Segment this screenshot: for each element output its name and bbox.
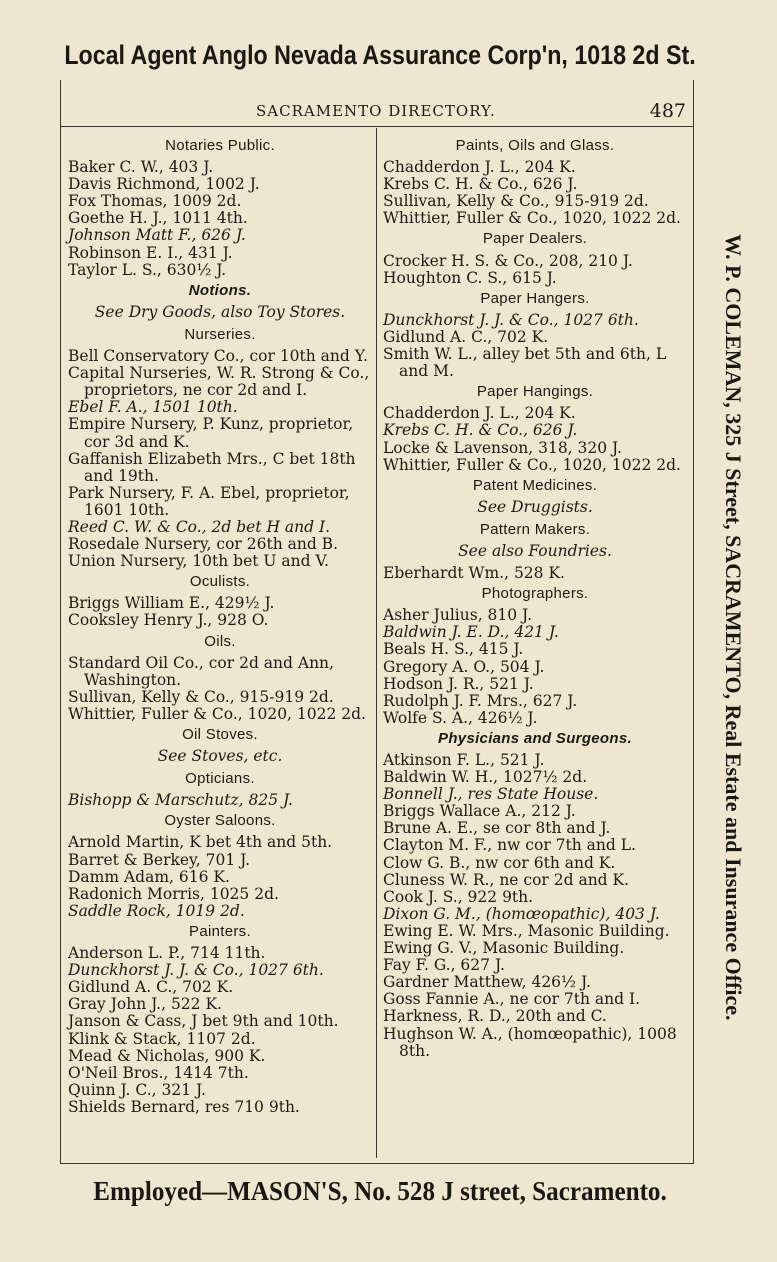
- directory-entry: Radonich Morris, 1025 2d.: [68, 884, 279, 903]
- cross-reference: See also Foundries.: [458, 541, 612, 560]
- directory-entry: Reed C. W. & Co., 2d bet H and I.: [68, 517, 331, 536]
- directory-entry: Union Nursery, 10th bet U and V.: [68, 552, 329, 571]
- directory-entry: Briggs William E., 429½ J.: [68, 594, 275, 613]
- directory-entry: Dunckhorst J. J. & Co., 1027 6th.: [383, 310, 639, 329]
- directory-entry: Locke & Lavenson, 318, 320 J.: [383, 438, 622, 457]
- directory-entry: Rosedale Nursery, cor 26th and B.: [68, 535, 338, 554]
- directory-entry: Atkinson F. L., 521 J.: [383, 751, 545, 769]
- directory-entry: Cooksley Henry J., 928 O.: [68, 611, 269, 630]
- directory-entry: Asher Julius, 810 J.: [383, 606, 532, 625]
- directory-entry: Ewing E. W. Mrs., Masonic Building.: [383, 921, 670, 940]
- directory-entry: Cook J. S., 922 9th.: [383, 887, 534, 906]
- directory-entry: Whittier, Fuller & Co., 1020, 1022 2d.: [68, 704, 366, 723]
- section-heading: Paper Hangings.: [476, 383, 594, 401]
- section-heading: Oculists.: [189, 573, 251, 591]
- directory-entry: Clow G. B., nw cor 6th and K.: [383, 853, 616, 872]
- section-heading: Nurseries.: [184, 325, 256, 343]
- section-heading: Painters.: [189, 922, 251, 940]
- section-heading: Pattern Makers.: [479, 520, 591, 538]
- section-heading: Photographers.: [481, 585, 589, 603]
- directory-entry: Clayton M. F., nw cor 7th and L.: [383, 836, 636, 855]
- left-column: [68, 134, 372, 1116]
- section-heading: Notions.: [188, 281, 252, 299]
- cross-reference: See Dry Goods, also Toy Stores.: [94, 302, 346, 321]
- directory-entry: Sullivan, Kelly & Co., 915-919 2d.: [68, 687, 334, 706]
- directory-title: SACRAMENTO DIRECTORY.: [256, 102, 496, 120]
- right-column: [383, 134, 687, 1060]
- directory-entry: Gardner Matthew, 426½ J.: [383, 973, 591, 992]
- directory-entry: Whittier, Fuller & Co., 1020, 1022 2d.: [383, 455, 681, 474]
- running-header: [60, 96, 694, 126]
- header-rule: [60, 126, 694, 127]
- directory-entry: Janson & Cass, J bet 9th and 10th.: [68, 1012, 339, 1031]
- directory-entry: Chadderdon J. L., 204 K.: [383, 404, 576, 423]
- directory-entry: Arnold Martin, K bet 4th and 5th.: [68, 833, 333, 852]
- directory-entry: Cluness W. R., ne cor 2d and K.: [383, 870, 630, 889]
- directory-entry: Dixon G. M., (homœopathic), 403 J.: [383, 904, 660, 923]
- directory-entry: Harkness, R. D., 20th and C.: [383, 1007, 607, 1026]
- directory-entry: Baker C. W., 403 J.: [68, 158, 214, 177]
- directory-entry: Goss Fannie A., ne cor 7th and I.: [383, 990, 641, 1009]
- cross-reference: See Stoves, etc.: [157, 747, 283, 766]
- directory-entry: Sullivan, Kelly & Co., 915-919 2d.: [383, 192, 649, 211]
- directory-entry: Krebs C. H. & Co., 626 J.: [383, 175, 578, 194]
- directory-entry: Standard Oil Co., cor 2d and Ann, Washington.: [68, 653, 334, 689]
- directory-entry: Damm Adam, 616 K.: [68, 867, 230, 886]
- section-heading: Opticians.: [185, 770, 255, 788]
- directory-entry: Houghton C. S., 615 J.: [383, 268, 557, 287]
- directory-entry: Robinson E. I., 431 J.: [68, 243, 233, 262]
- directory-entry: Bishopp & Marschutz, 825 J.: [68, 791, 293, 810]
- directory-entry: Empire Nursery, P. Kunz, proprietor, cor 3d and K.: [68, 415, 354, 451]
- directory-entry: Ebel F. A., 1501 10th.: [68, 398, 238, 417]
- directory-entry: Shields Bernard, res 710 9th.: [68, 1097, 300, 1116]
- page-number: 487: [649, 100, 686, 122]
- section-heading: Oyster Saloons.: [164, 812, 276, 830]
- directory-entry: Gidlund A. C., 702 K.: [68, 978, 234, 997]
- directory-entry: Mead & Nicholas, 900 K.: [68, 1046, 266, 1065]
- directory-entry: Anderson L. P., 714 11th.: [68, 944, 266, 963]
- directory-entry: Whittier, Fuller & Co., 1020, 1022 2d.: [383, 209, 681, 228]
- directory-entry: Dunckhorst J. J. & Co., 1027 6th.: [68, 961, 324, 980]
- directory-entry: Capital Nurseries, W. R. Strong & Co., proprietors, ne cor 2d and I.: [68, 364, 370, 400]
- section-heading: Oil Stoves.: [182, 726, 258, 743]
- directory-entry: Gaffanish Elizabeth Mrs., C bet 18th and 19th.: [68, 449, 356, 485]
- section-heading: Paints, Oils and Glass.: [455, 137, 615, 154]
- section-heading: Oils.: [204, 632, 236, 650]
- directory-entry: Baldwin W. H., 1027½ 2d.: [383, 768, 588, 787]
- column-divider: [376, 128, 377, 1158]
- directory-entry: Chadderdon J. L., 204 K.: [383, 158, 576, 177]
- bottom-advertisement: Employed—MASON'S, No. 528 J street, Sacramento.: [93, 1176, 667, 1206]
- directory-entry: Bonnell J., res State House.: [383, 785, 599, 804]
- directory-entry: O'Neil Bros., 1414 7th.: [68, 1063, 249, 1082]
- section-heading: Notaries Public.: [165, 137, 275, 154]
- directory-entry: Fox Thomas, 1009 2d.: [68, 192, 242, 211]
- directory-entry: Wolfe S. A., 426½ J.: [383, 708, 538, 727]
- directory-entry: Krebs C. H. & Co., 626 J.: [383, 421, 578, 440]
- section-heading: Paper Dealers.: [482, 230, 588, 248]
- directory-entry: Hodson J. R., 521 J.: [383, 674, 534, 693]
- directory-entry: Park Nursery, F. A. Ebel, proprietor, 1601 10th.: [68, 483, 350, 519]
- directory-entry: Taylor L. S., 630½ J.: [68, 260, 227, 279]
- directory-entry: Hughson W. A., (homœopathic), 1008 8th.: [383, 1024, 677, 1060]
- directory-entry: Beals H. S., 415 J.: [383, 640, 524, 659]
- directory-entry: Fay F. G., 627 J.: [383, 956, 505, 975]
- directory-entry: Klink & Stack, 1107 2d.: [68, 1029, 256, 1048]
- section-heading: Physicians and Surgeons.: [438, 729, 632, 747]
- directory-entry: Eberhardt Wm., 528 K.: [383, 564, 565, 583]
- directory-entry: Quinn J. C., 321 J.: [68, 1080, 206, 1099]
- directory-entry: Johnson Matt F., 626 J.: [68, 226, 246, 245]
- directory-entry: Baldwin J. E. D., 421 J.: [383, 623, 559, 642]
- directory-entry: Rudolph J. F. Mrs., 627 J.: [383, 691, 578, 710]
- directory-entry: Ewing G. V., Masonic Building.: [383, 939, 625, 958]
- cross-reference: See Druggists.: [477, 497, 593, 516]
- directory-entry: Gidlund A. C., 702 K.: [383, 327, 549, 346]
- directory-entry: Barret & Berkey, 701 J.: [68, 850, 251, 869]
- directory-entry: Gray John J., 522 K.: [68, 995, 222, 1014]
- directory-entry: Brune A. E., se cor 8th and J.: [383, 819, 611, 838]
- directory-entry: Gregory A. O., 504 J.: [383, 657, 545, 676]
- directory-entry: Smith W. L., alley bet 5th and 6th, L and M.: [383, 345, 667, 381]
- directory-entry: Saddle Rock, 1019 2d.: [68, 901, 245, 920]
- directory-entry: Davis Richmond, 1002 J.: [68, 175, 260, 194]
- directory-entry: Goethe H. J., 1011 4th.: [68, 209, 248, 228]
- section-heading: Paper Hangers.: [480, 289, 590, 307]
- directory-entry: Briggs Wallace A., 212 J.: [383, 802, 576, 821]
- directory-entry: Crocker H. S. & Co., 208, 210 J.: [383, 251, 633, 270]
- directory-entry: Bell Conservatory Co., cor 10th and Y.: [68, 347, 368, 366]
- section-heading: Patent Medicines.: [472, 476, 598, 494]
- side-advertisement: W. P. COLEMAN, 325 J Street, SACRAMENTO, Real Estate and Insurance Office.: [721, 234, 746, 1021]
- top-advertisement: Local Agent Anglo Nevada Assurance Corp'n, 1018 2d St.: [64, 40, 696, 70]
